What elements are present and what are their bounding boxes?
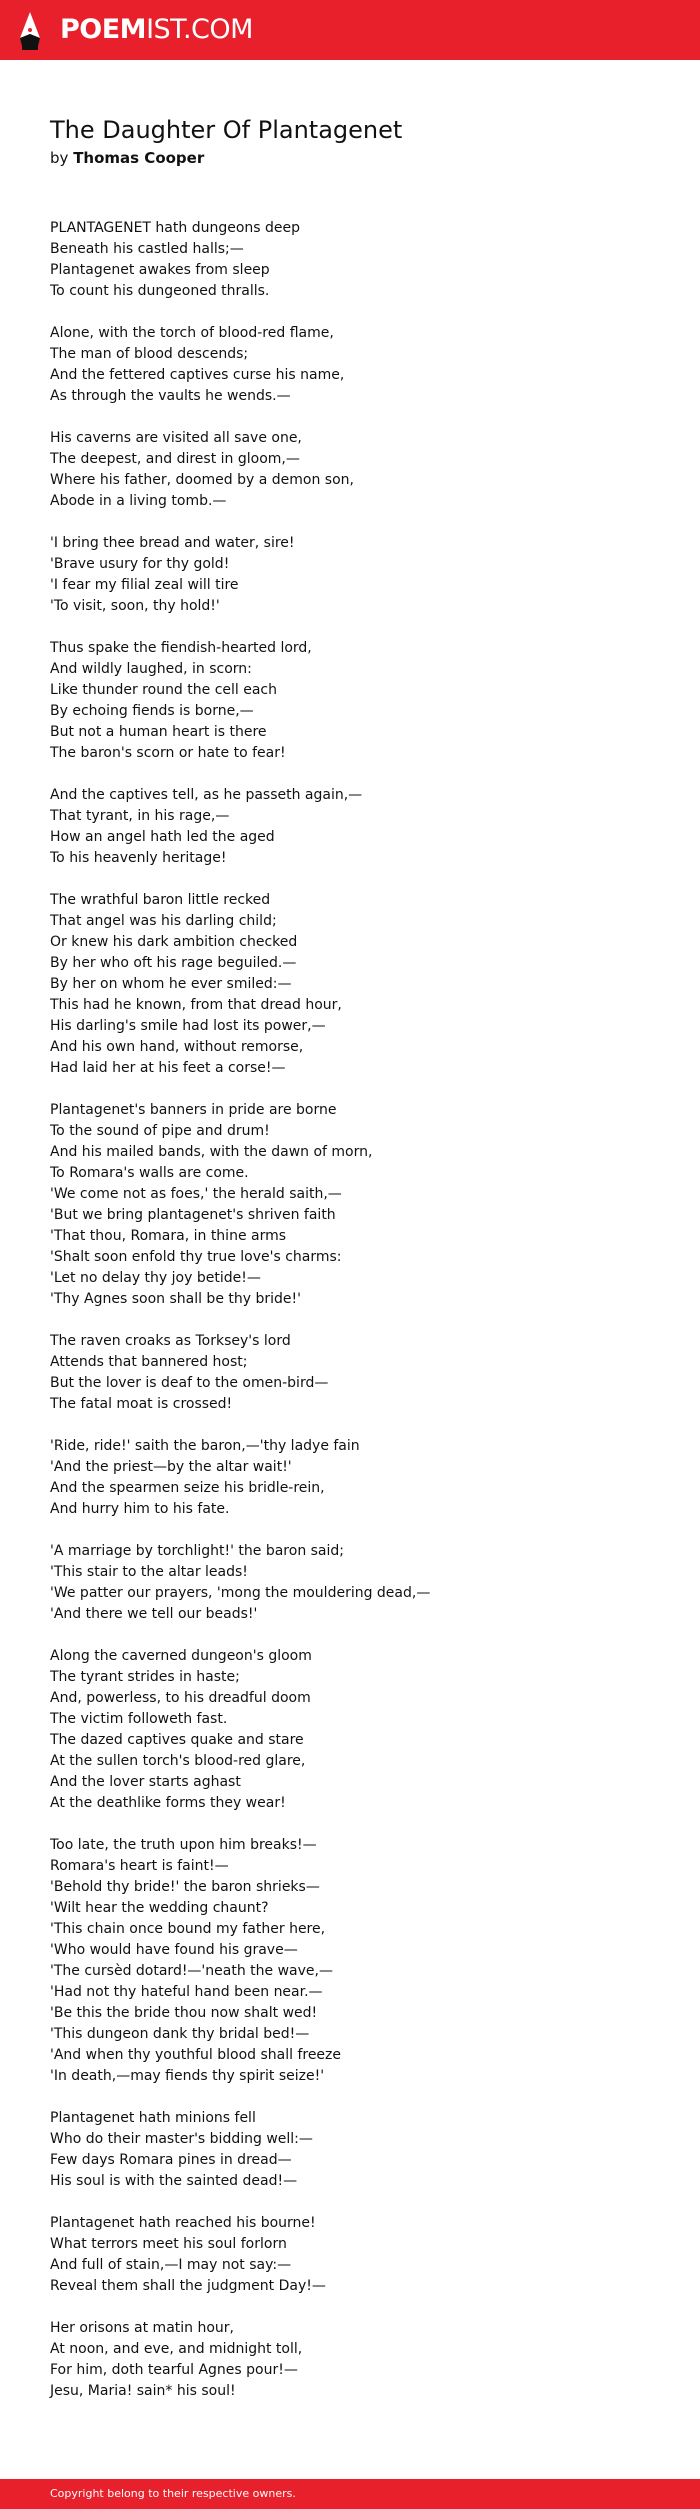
- poem-line: 'And the priest—by the altar wait!': [50, 1459, 292, 1475]
- poem-line: Plantagenet's banners in pride are borne: [50, 1102, 337, 1118]
- poem-line: His caverns are visited all save one,: [50, 430, 302, 446]
- poem-line: 'Wilt hear the wedding chaunt?: [50, 1900, 269, 1916]
- poem-line: 'We patter our prayers, 'mong the mouldering dead,—: [50, 1585, 431, 1601]
- poem-line: The dazed captives quake and stare: [50, 1732, 304, 1748]
- poem-stanza: [50, 1436, 670, 1520]
- poem-line: At noon, and eve, and midnight toll,: [50, 2341, 303, 2357]
- poem-line: To count his dungeoned thralls.: [50, 283, 270, 299]
- poem-stanza: [50, 1100, 670, 1310]
- poem-line: The raven croaks as Torksey's lord: [50, 1333, 291, 1349]
- poem-line: Few days Romara pines in dread—: [50, 2152, 292, 2168]
- site-logo[interactable]: [60, 14, 253, 46]
- poem-line: And his mailed bands, with the dawn of morn,: [50, 1144, 373, 1160]
- poem-line: 'To visit, soon, thy hold!': [50, 598, 220, 614]
- poem-line: Plantagenet hath reached his bourne!: [50, 2215, 316, 2231]
- poem-line: And his own hand, without remorse,: [50, 1039, 304, 1055]
- poem-line: 'In death,—may fiends thy spirit seize!': [50, 2068, 325, 2084]
- poem-line: Too late, the truth upon him breaks!—: [50, 1837, 317, 1853]
- poem-line: 'The cursèd dotard!—'neath the wave,—: [50, 1963, 333, 1979]
- poem-line: And the fettered captives curse his name,: [50, 367, 345, 383]
- poem-line: His darling's smile had lost its power,—: [50, 1018, 326, 1034]
- poem-line: Her orisons at matin hour,: [50, 2320, 234, 2336]
- poem-line: By her on whom he ever smiled:—: [50, 976, 292, 992]
- poem-line: The tyrant strides in haste;: [50, 1669, 240, 1685]
- poem-line: 'Brave usury for thy gold!: [50, 556, 230, 572]
- poem-stanza: [50, 1835, 670, 2087]
- poem-stanza: [50, 890, 670, 1079]
- poem-stanza: [50, 533, 670, 617]
- poem-line: But not a human heart is there: [50, 724, 267, 740]
- poem-line: Alone, with the torch of blood-red flame,: [50, 325, 334, 341]
- poem-line: 'This chain once bound my father here,: [50, 1921, 326, 1937]
- poem-line: The victim followeth fast.: [50, 1711, 228, 1727]
- poem-line: His soul is with the sainted dead!—: [50, 2173, 298, 2189]
- poem-line: Attends that bannered host;: [50, 1354, 248, 1370]
- byline-prefix: by: [50, 149, 69, 167]
- site-header: [0, 0, 700, 60]
- poem-line: Thus spake the fiendish-hearted lord,: [50, 640, 312, 656]
- poem-line: And wildly laughed, in scorn:: [50, 661, 252, 677]
- poem-stanza: [50, 1646, 670, 1814]
- poem-line: That angel was his darling child;: [50, 913, 277, 929]
- poem-line: Like thunder round the cell each: [50, 682, 278, 698]
- poem-line: As through the vaults he wends.—: [50, 388, 291, 404]
- poem-line: Romara's heart is faint!—: [50, 1858, 229, 1874]
- logo-brand-bold: POEM: [60, 14, 147, 45]
- poem-line: Beneath his castled halls;—: [50, 241, 244, 257]
- poem-line: At the sullen torch's blood-red glare,: [50, 1753, 306, 1769]
- poem-stanza: [50, 218, 670, 302]
- poem-line: 'Who would have found his grave—: [50, 1942, 298, 1958]
- poem-line: For him, doth tearful Agnes pour!—: [50, 2362, 298, 2378]
- poem-line: The fatal moat is crossed!: [50, 1396, 233, 1412]
- poem-line: To Romara's walls are come.: [50, 1165, 249, 1181]
- poem-line: 'This stair to the altar leads!: [50, 1564, 248, 1580]
- poem-stanza: [50, 785, 670, 869]
- poem-stanza: [50, 1331, 670, 1415]
- poem-byline: [50, 147, 204, 169]
- poem-stanza: [50, 2108, 670, 2192]
- poem-line: And hurry him to his fate.: [50, 1501, 230, 1517]
- poem-line: At the deathlike forms they wear!: [50, 1795, 286, 1811]
- poem-line: The baron's scorn or hate to fear!: [50, 745, 286, 761]
- poem-line: Abode in a living tomb.—: [50, 493, 227, 509]
- poem-line: And the spearmen seize his bridle-rein,: [50, 1480, 325, 1496]
- poem-line: 'Behold thy bride!' the baron shrieks—: [50, 1879, 320, 1895]
- poem-line: This had he known, from that dread hour,: [50, 997, 342, 1013]
- poem-line: 'A marriage by torchlight!' the baron said;: [50, 1543, 345, 1559]
- site-footer: [0, 2479, 700, 2509]
- poem-line: Plantagenet hath minions fell: [50, 2110, 256, 2126]
- poem-line: Who do their master's bidding well:—: [50, 2131, 313, 2147]
- poem-stanza: [50, 428, 670, 512]
- poem-line: 'And there we tell our beads!': [50, 1606, 258, 1622]
- poem-line: And full of stain,—I may not say:—: [50, 2257, 292, 2273]
- poem-line: And the lover starts aghast: [50, 1774, 241, 1790]
- poem-line: And the captives tell, as he passeth again,—: [50, 787, 363, 803]
- poem-line: Had laid her at his feet a corse!—: [50, 1060, 286, 1076]
- poem-line: What terrors meet his soul forlorn: [50, 2236, 287, 2252]
- poem-line: Along the caverned dungeon's gloom: [50, 1648, 312, 1664]
- poem-author: Thomas Cooper: [73, 149, 205, 167]
- poem-line: 'Let no delay thy joy betide!—: [50, 1270, 261, 1286]
- quill-pen-icon[interactable]: [18, 10, 42, 52]
- poem-line: Jesu, Maria! sain* his soul!: [50, 2383, 236, 2399]
- poem-line: 'We come not as foes,' the herald saith,—: [50, 1186, 342, 1202]
- poem-line: 'This dungeon dank thy bridal bed!—: [50, 2026, 310, 2042]
- poem-line: 'Ride, ride!' saith the baron,—'thy ladye fain: [50, 1438, 360, 1454]
- poem-stanza: [50, 638, 670, 764]
- poem-title: The Daughter Of Plantagenet: [50, 116, 403, 144]
- poem-line: 'I bring thee bread and water, sire!: [50, 535, 295, 551]
- poem-line: To his heavenly heritage!: [50, 850, 227, 866]
- poem-line: But the lover is deaf to the omen-bird—: [50, 1375, 329, 1391]
- poem-line: By echoing fiends is borne,—: [50, 703, 254, 719]
- poem-stanza: [50, 2318, 670, 2402]
- poem-line: Reveal them shall the judgment Day!—: [50, 2278, 326, 2294]
- poem-line: PLANTAGENET hath dungeons deep: [50, 220, 301, 236]
- poem-line: That tyrant, in his rage,—: [50, 808, 230, 824]
- poem-line: And, powerless, to his dreadful doom: [50, 1690, 311, 1706]
- poem-line: 'But we bring plantagenet's shriven faith: [50, 1207, 336, 1223]
- poem-line: The wrathful baron little recked: [50, 892, 271, 908]
- poem-line: Plantagenet awakes from sleep: [50, 262, 270, 278]
- poem-line: 'Be this the bride thou now shalt wed!: [50, 2005, 318, 2021]
- logo-brand-light: IST.COM: [146, 14, 253, 45]
- poem-line: 'I fear my filial zeal will tire: [50, 577, 239, 593]
- poem-line: 'Shalt soon enfold thy true love's charms:: [50, 1249, 342, 1265]
- poem-line: By her who oft his rage beguiled.—: [50, 955, 297, 971]
- poem-line: Or knew his dark ambition checked: [50, 934, 298, 950]
- poem-line: How an angel hath led the aged: [50, 829, 275, 845]
- poem-line: Where his father, doomed by a demon son,: [50, 472, 354, 488]
- poem-body: [50, 218, 670, 2423]
- poem-line: 'Thy Agnes soon shall be thy bride!': [50, 1291, 301, 1307]
- footer-copyright: Copyright belong to their respective owners.: [50, 2487, 296, 2500]
- poem-line: To the sound of pipe and drum!: [50, 1123, 270, 1139]
- poem-line: The man of blood descends;: [50, 346, 249, 362]
- poem-stanza: [50, 323, 670, 407]
- poem-line: 'Had not thy hateful hand been near.—: [50, 1984, 323, 2000]
- poem-line: 'That thou, Romara, in thine arms: [50, 1228, 287, 1244]
- poem-stanza: [50, 2213, 670, 2297]
- poem-line: 'And when thy youthful blood shall freeze: [50, 2047, 342, 2063]
- poem-stanza: [50, 1541, 670, 1625]
- poem-line: The deepest, and direst in gloom,—: [50, 451, 300, 467]
